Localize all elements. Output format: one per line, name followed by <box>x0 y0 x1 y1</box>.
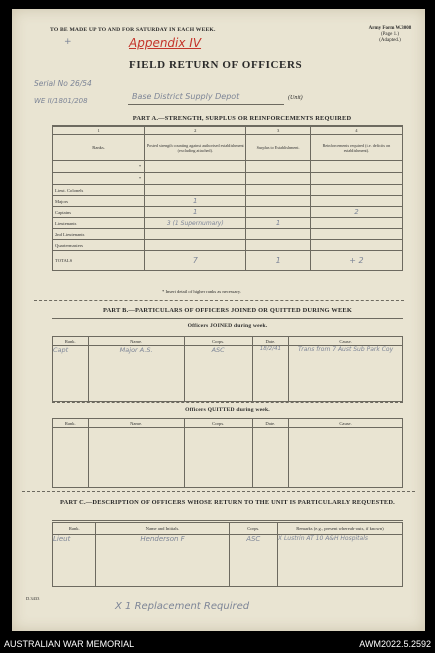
unit-label: (Unit) <box>288 95 303 101</box>
form-code: D.3433 <box>26 596 40 601</box>
part-a-title: PART A.—STRENGTH, SURPLUS OR REINFORCEMENTS REQUIRED <box>132 115 352 122</box>
part-c-row: Lieut Henderson F ASC X Lustrin AT 10 A&H Hospitals <box>53 535 403 587</box>
unit-name: Base District Supply Depot <box>132 92 240 101</box>
page-title: FIELD RETURN OF OFFICERS <box>129 59 303 71</box>
we-annotation: WE II/1801/208 <box>34 97 88 105</box>
plus-mark: + <box>64 37 72 47</box>
joined-row: Capt Major A.S. ASC 18/2/41 Trans from 7 Aust Sub Park Coy <box>53 346 403 402</box>
part-a-table: 1 2 3 4 Ranks. Posted strength counting against authorised establishment (excluding attached). Surplus to Establishment. Reinforcements required (i.e. deficits on establishment). * * Lieut. Colonels Majors 1 Captains 1 2 Lieutenants 3 (1 Supernumary) 1 2nd Lieutenants Quartermasters TOTALS 7 1 + 2 <box>52 126 403 271</box>
form-sheet <box>12 9 425 631</box>
form-instruction: TO BE MADE UP TO AND FOR SATURDAY IN EACH WEEK. <box>50 27 216 33</box>
part-a-note: * Insert detail of higher ranks as necessary. <box>162 289 242 294</box>
joined-table: Rank. Name. Corps. Date. Cause. Capt Major A.S. ASC 18/2/41 Trans from 7 Aust Sub Park Coy <box>52 336 403 402</box>
serial-annotation: Serial No 26/54 <box>34 79 92 88</box>
part-c-title: PART C.—DESCRIPTION OF OFFICERS WHOSE RETURN TO THE UNIT IS PARTICULARLY REQUESTED. <box>60 499 395 506</box>
part-c-table: Rank. Name and Initials. Corps. Remarks (e.g., present whereab-outs, if known) Lieut Henderson F ASC X Lustrin AT 10 A&H Hospitals <box>52 522 403 587</box>
footer-archive: AUSTRALIAN WAR MEMORIAL <box>4 639 135 649</box>
quitted-table: Rank. Name. Corps. Date. Cause. <box>52 418 403 488</box>
joined-title: Officers JOINED during week. <box>187 323 268 329</box>
part-b-title: PART B.—PARTICULARS OF OFFICERS JOINED OR QUITTED DURING WEEK <box>102 307 353 314</box>
form-number: Army Form W.3008 (Page 1.) (Adapted.) <box>368 26 412 43</box>
appendix-annotation: Appendix IV <box>129 36 202 50</box>
quitted-title: Officers QUITTED during week. <box>185 407 270 413</box>
footer-id: AWM2022.5.2592 <box>359 639 431 649</box>
bottom-annotation: X 1 Replacement Required <box>115 601 250 612</box>
footer-bar <box>0 631 435 653</box>
